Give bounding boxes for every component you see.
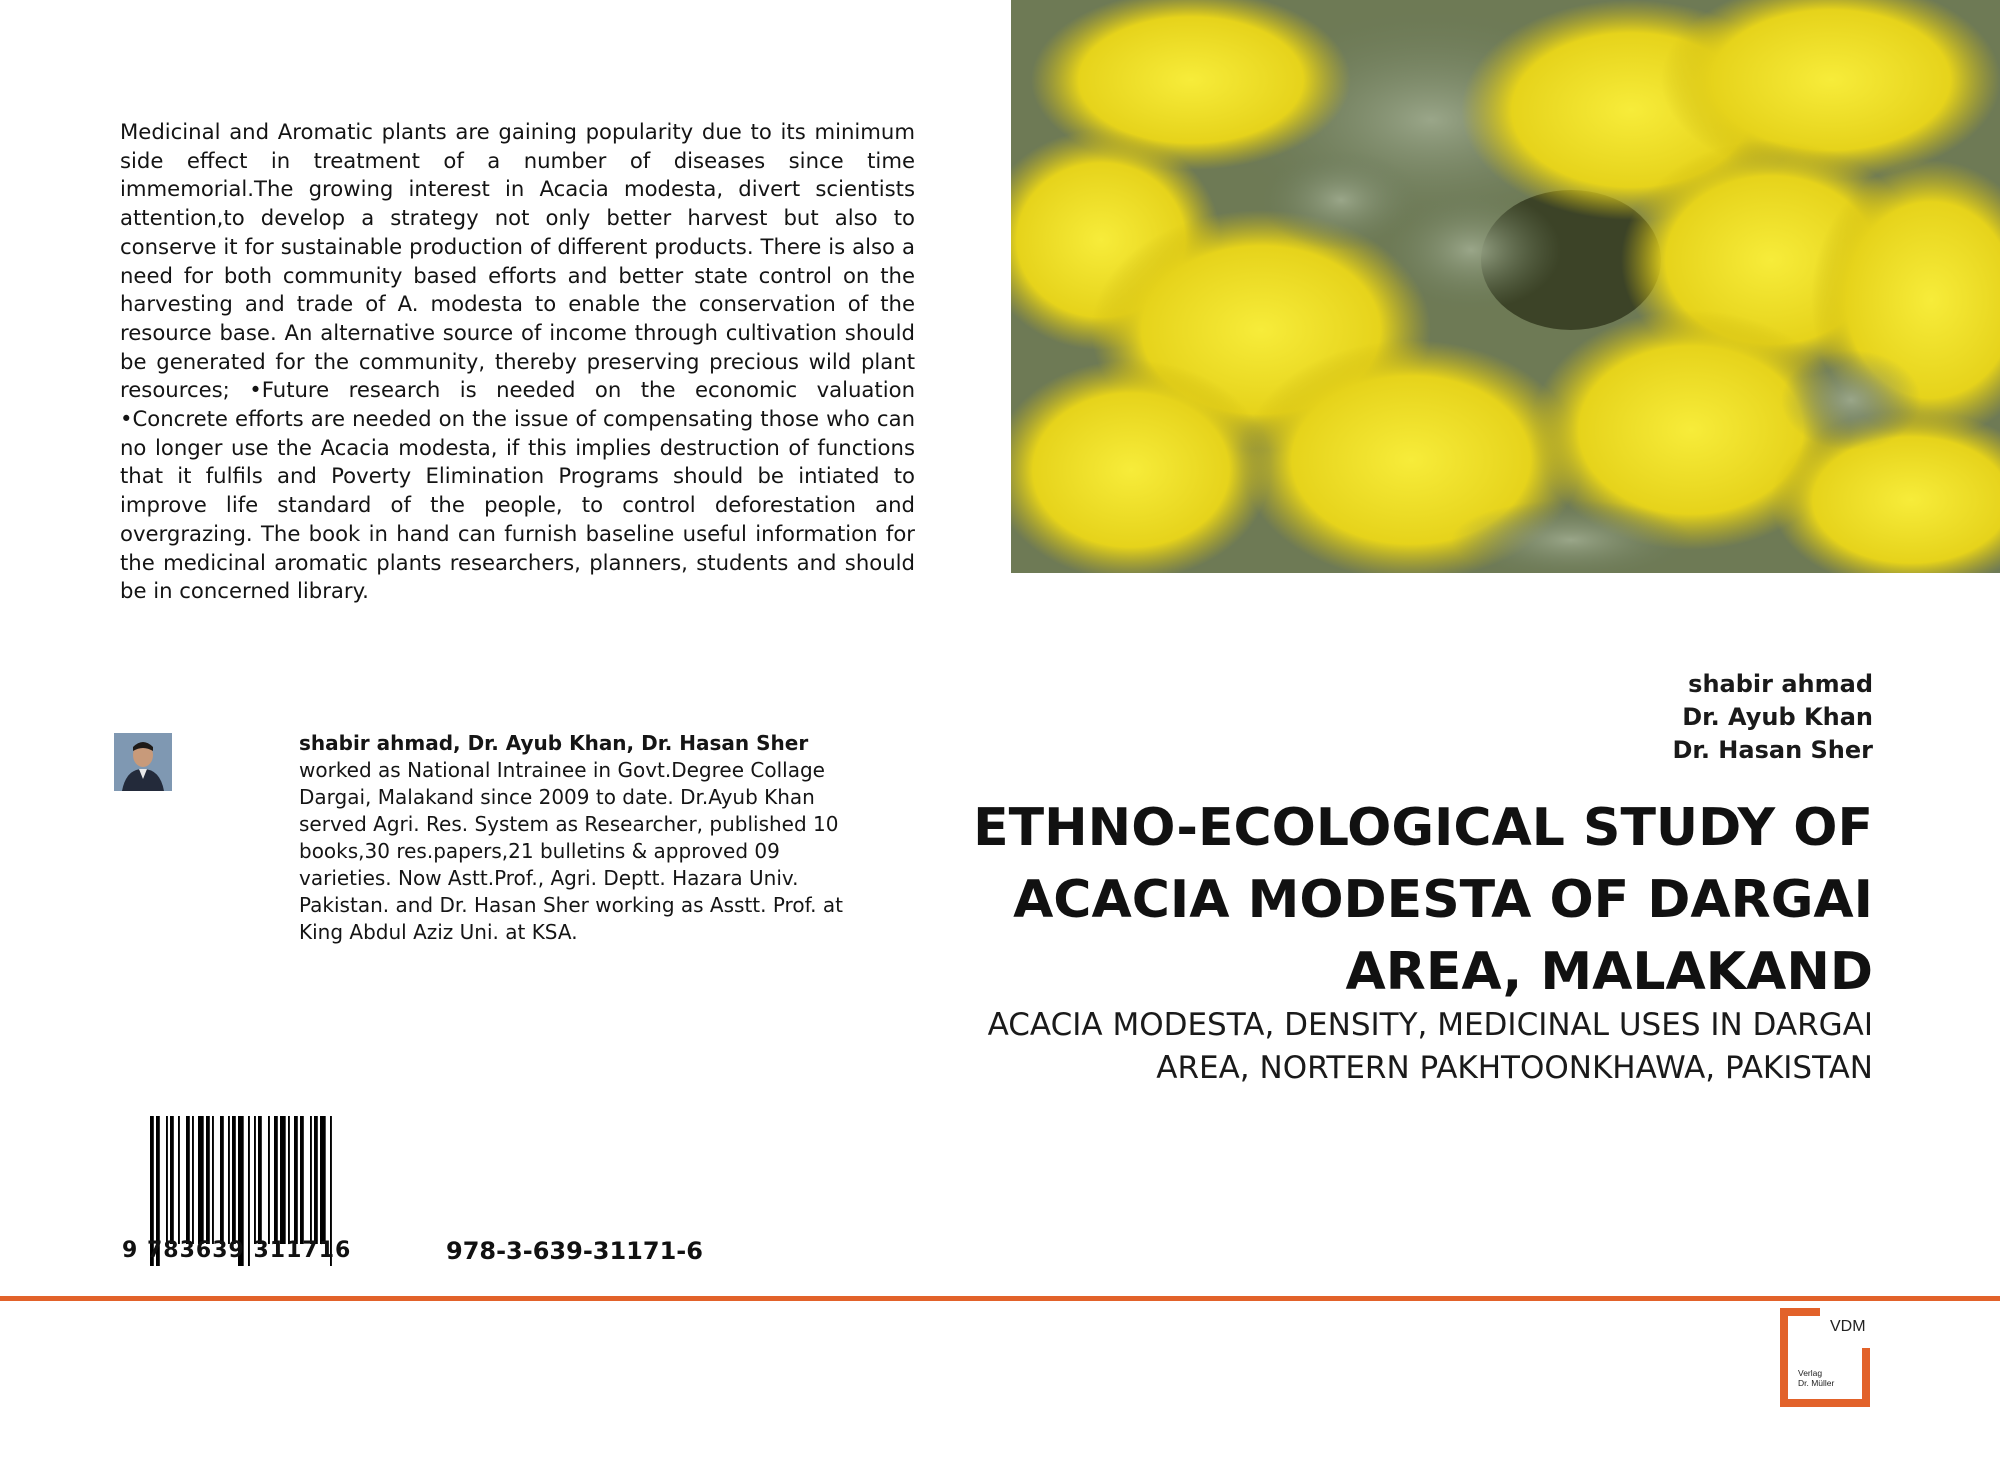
author-photo <box>114 733 172 791</box>
back-cover-blurb: Medicinal and Aromatic plants are gaining popularity due to its minimum side effect in treatment of a number of diseases since time immemorial.The growing interest in Acacia modesta, divert scientists attention,to develop a strategy not only better harvest but also to conserve it for sustainable production of different products. There is also a need for both community based efforts and better state control on the harvesting and trade of A. modesta to enable the conservation of the resource base. An alternative source of income through cultivation should be generated for the community, thereby preserving precious wild plant resources; •Future research is needed on the economic valuation •Concrete efforts are needed on the issue of compensating those who can no longer use the Acacia modesta, if this implies destruction of functions that it fulfils and Poverty Elimination Programs should be intiated to improve life standard of the people, to control deforestation and overgrazing. The book in hand can furnish baseline useful information for the medicinal aromatic plants researchers, planners, students and should be in concerned library. <box>120 119 915 604</box>
front-author-1: shabir ahmad <box>1688 670 1873 698</box>
publisher-logo-subtext <box>1798 1368 1834 1388</box>
publisher-logo-subtext-2: Dr. Müller <box>1798 1378 1835 1388</box>
front-author-3: Dr. Hasan Sher <box>1672 736 1873 764</box>
author-bio-names: shabir ahmad, Dr. Ayub Khan, Dr. Hasan Sher <box>299 731 809 755</box>
author-bio <box>299 730 859 946</box>
publisher-logo-subtext-1: Verlag <box>1798 1368 1823 1378</box>
front-cover-authors <box>1673 668 1874 767</box>
front-author-2: Dr. Ayub Khan <box>1682 703 1873 731</box>
barcode-digits: 9 783639 311716 <box>122 1238 352 1263</box>
cover-photo-acacia-blossoms <box>1011 0 2000 573</box>
book-title: ETHNO-ECOLOGICAL STUDY OF ACACIA MODESTA OF DARGAI AREA, MALAKAND <box>973 798 1873 1002</box>
orange-divider <box>0 1296 2000 1301</box>
publisher-logo <box>1780 1308 1870 1408</box>
publisher-logo-text: VDM <box>1830 1318 1866 1335</box>
author-bio-text: worked as National Intrainee in Govt.Degree Collage Dargai, Malakand since 2009 to date. Dr.Ayub Khan served Agri. Res. System as Researcher, published 10 books,30 res.papers,21 bulletins & approved 09 varieties. Now Astt.Prof., Agri. Deptt. Hazara Univ. Pakistan. and Dr. Hasan Sher working as Asstt. Prof. at King Abdul Aziz Uni. at KSA. <box>299 758 843 944</box>
book-subtitle: ACACIA MODESTA, DENSITY, MEDICINAL USES IN DARGAI AREA, NORTERN PAKHTOONKHAWA, PAKISTAN <box>987 1007 1873 1086</box>
isbn-number: 978-3-639-31171-6 <box>446 1237 703 1265</box>
